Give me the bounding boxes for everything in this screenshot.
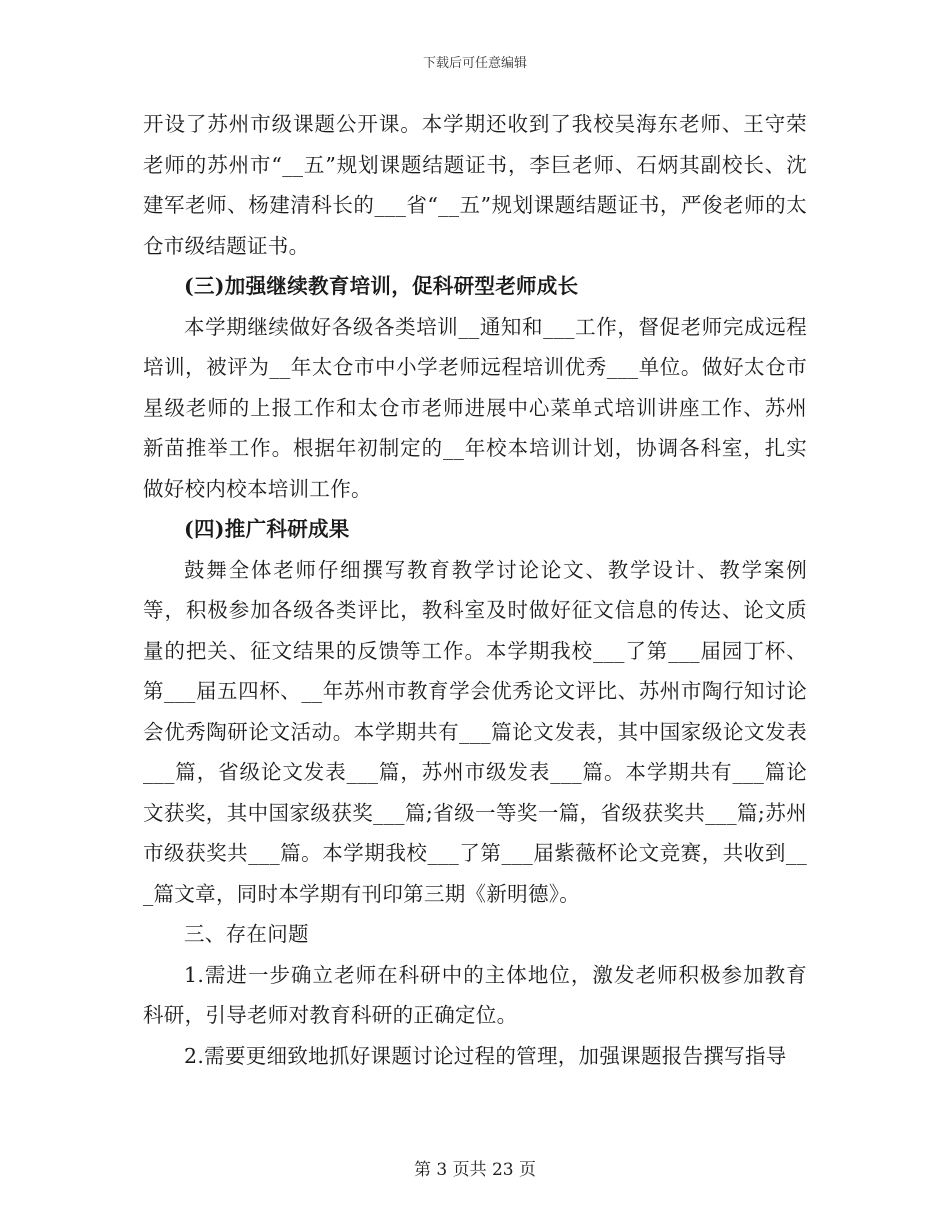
page-number: 第 3 页共 23 页: [413, 1160, 537, 1180]
paragraph-2: 本学期继续做好各级各类培训__通知和___工作，督促老师完成远程培训，被评为__年太仓市中小学老师远程培训优秀___单位。做好太仓市星级老师的上报工作和太仓市老师进展中心菜单式培训讲座工作、苏州新苗推举工作。根据年初制定的__年校本培训计划，协调各科室，扎实做好校内校本培训工作。: [143, 314, 807, 501]
page-header-note: 下载后可任意编辑: [422, 56, 527, 71]
paragraph-3: 鼓舞全体老师仔细撰写教育教学讨论论文、教学设计、教学案例等，积极参加各级各类评比，教科室及时做好征文信息的传达、论文质量的把关、征文结果的反馈等工作。本学期我校___了第___届园丁杯、第___届五四杯、__年苏州市教育学会优秀论文评比、苏州市陶行知讨论会优秀陶研论文活动。本学期共有___篇论文发表，其中国家级论文发表___篇，省级论文发表___篇，苏州市级发表___篇。本学期共有___篇论文获奖，其中国家级获奖___篇;省级一等奖一篇，省级获奖共___篇;苏州市级获奖共___篇。本学期我校___了第___届紫薇杯论文竞赛，共收到___篇文章，同时本学期有刊印第三期《新明德》。: [143, 557, 807, 906]
document-body: [143, 104, 807, 1076]
problem-item-1: 1.需进一步确立老师在科研中的主体地位，激发老师积极参加教育科研，引导老师对教育科研的正确定位。: [143, 962, 807, 1027]
problem-item-2: 2.需要更细致地抓好课题讨论过程的管理，加强课题报告撰写指导: [184, 1043, 787, 1068]
heading-continuing-education: (三)加强继续教育培训，促科研型老师成长: [184, 274, 579, 298]
paragraph-1: 开设了苏州市级课题公开课。本学期还收到了我校吴海东老师、王守荣老师的苏州市“__五”规划课题结题证书，李巨老师、石炳其副校长、沈建军老师、杨建清科长的___省“__五”规划课题结题证书，严俊老师的太仓市级结题证书。: [143, 112, 807, 258]
section-heading-problems: 三、存在问题: [184, 922, 309, 946]
heading-research-results: (四)推广科研成果: [184, 517, 350, 541]
